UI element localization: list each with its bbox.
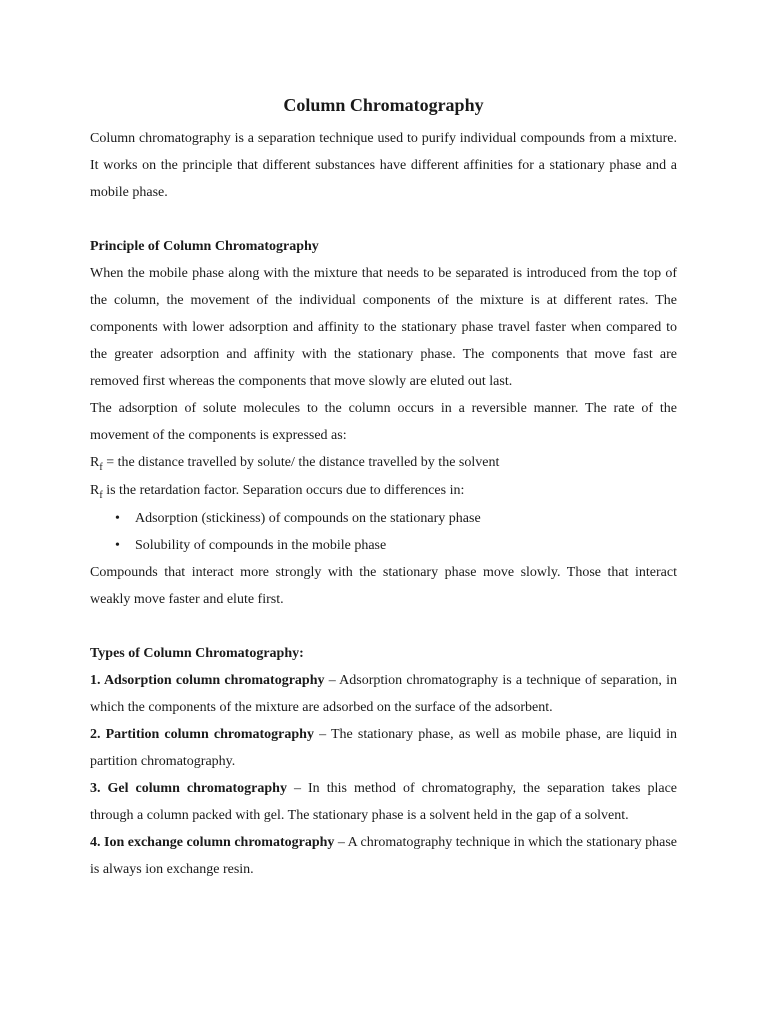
list-item: • Solubility of compounds in the mobile phase bbox=[135, 532, 677, 559]
type-label: 3. Gel column chromatography bbox=[90, 781, 287, 796]
type-item-ion-exchange bbox=[90, 829, 677, 883]
type-description: – Adsorption chromatography is a technique of separation, in which the components of the mixture are adsorbed on the surface of the adsorbent. bbox=[90, 673, 677, 715]
document-title: Column Chromatography bbox=[283, 95, 484, 115]
rf-formula-line bbox=[90, 449, 677, 477]
type-description: – In this method of chromatography, the separation takes place through a column packed with gel. The stationary phase is a solvent held in the gap of a solvent. bbox=[90, 781, 677, 823]
principle-paragraph-2: The adsorption of solute molecules to the column occurs in a reversible manner. The rate of the movement of the components is expressed as: bbox=[90, 401, 677, 443]
rf-symbol: R bbox=[90, 483, 100, 498]
type-label: 1. Adsorption column chromatography bbox=[90, 673, 325, 688]
type-item-adsorption bbox=[90, 667, 677, 721]
rf-symbol: R bbox=[90, 455, 100, 470]
separation-factors-list bbox=[90, 505, 677, 559]
document-page bbox=[90, 93, 677, 883]
principle-paragraph-1: When the mobile phase along with the mixture that needs to be separated is introduced from the top of the column, the movement of the individual components of the mixture is at different rates. The components with lower adsorption and affinity to the stationary phase travel faster when compared to the greater adsorption and affinity with the stationary phase. The components that move fast are removed first whereas the components that move slowly are eluted out last. bbox=[90, 266, 677, 389]
type-description: – A chromatography technique in which the stationary phase is always ion exchange resin. bbox=[90, 835, 678, 877]
principle-heading: Principle of Column Chromatography bbox=[90, 239, 319, 254]
rf-subscript: f bbox=[99, 462, 103, 473]
type-item-partition bbox=[90, 721, 677, 775]
types-heading: Types of Column Chromatography: bbox=[90, 646, 304, 661]
type-description: – The stationary phase, as well as mobile phase, are liquid in partition chromatography. bbox=[90, 727, 677, 769]
principle-paragraph-3: Compounds that interact more strongly with the stationary phase move slowly. Those that interact weakly move faster and elute first. bbox=[90, 565, 677, 607]
list-item: • Adsorption (stickiness) of compounds on the stationary phase bbox=[135, 505, 677, 532]
intro-paragraph: Column chromatography is a separation technique used to purify individual compounds from a mixture. It works on the principle that different substances have different affinities for a stationary phase and a mobile phase. bbox=[90, 131, 677, 200]
rf-description-text: is the retardation factor. Separation occurs due to differences in: bbox=[102, 483, 465, 498]
spacer bbox=[90, 613, 677, 640]
rf-description-line bbox=[90, 477, 677, 505]
type-label: 2. Partition column chromatography bbox=[90, 727, 314, 742]
type-item-gel bbox=[90, 775, 677, 829]
rf-subscript: f bbox=[99, 490, 103, 501]
rf-formula-text: = the distance travelled by solute/ the distance travelled by the solvent bbox=[102, 455, 500, 470]
type-label: 4. Ion exchange column chromatography bbox=[90, 835, 335, 850]
spacer bbox=[90, 206, 677, 233]
